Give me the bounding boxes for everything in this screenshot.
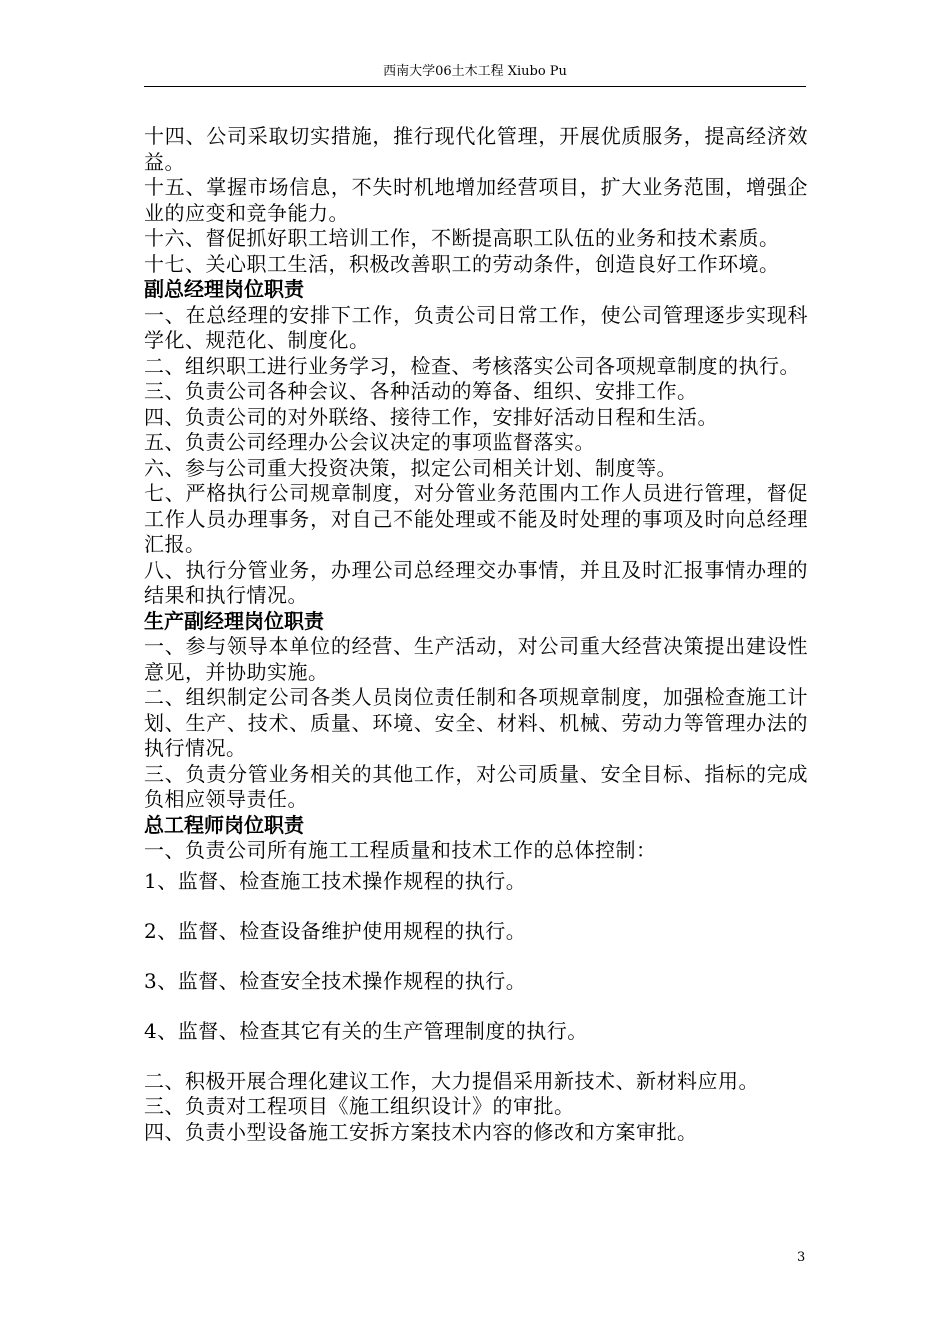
deputy-gm-item-2: 二、组织职工进行业务学习，检查、考核落实公司各项规章制度的执行。 — [144, 353, 800, 378]
section-heading-chief-engineer: 总工程师岗位职责 — [144, 812, 304, 837]
deputy-gm-item-5: 五、负责公司经理办公会议决定的事项监督落实。 — [144, 430, 595, 454]
deputy-gm-item-7: 七、严格执行公司规章制度，对分管业务范围内工作人员进行管理，督促工作人员办理事务，对自己不能处理或不能及时处理的事项及时向总经理汇报。 — [144, 481, 808, 556]
section-heading-production-dm: 生产副经理岗位职责 — [144, 608, 324, 633]
paragraph-16: 十六、督促抓好职工培训工作，不断提高职工队伍的业务和技术素质。 — [144, 226, 780, 250]
production-dm-item-3: 三、负责分管业务相关的其他工作，对公司质量、安全目标、指标的完成负相应领导责任。 — [144, 761, 808, 811]
chief-engineer-subitem-4: 4、监督、检查其它有关的生产管理制度的执行。 — [144, 1018, 588, 1043]
chief-engineer-item-1: 一、负责公司所有施工工程质量和技术工作的总体控制： — [144, 838, 657, 862]
header-rule — [144, 86, 806, 87]
chief-engineer-subitem-3: 3、监督、检查安全技术操作规程的执行。 — [144, 968, 527, 993]
deputy-gm-item-3: 三、负责公司各种会议、各种活动的筹备、组织、安排工作。 — [144, 379, 698, 403]
paragraph-14: 十四、公司采取切实措施，推行现代化管理，开展优质服务，提高经济效益。 — [144, 124, 808, 174]
production-dm-item-2: 二、组织制定公司各类人员岗位责任制和各项规章制度，加强检查施工计划、生产、技术、质量、环境、安全、材料、机械、劳动力等管理办法的执行情况。 — [144, 685, 808, 760]
deputy-gm-item-1: 一、在总经理的安排下工作，负责公司日常工作，使公司管理逐步实现科学化、规范化、制度化。 — [144, 302, 808, 352]
section-heading-deputy-gm: 副总经理岗位职责 — [144, 277, 304, 301]
chief-engineer-subitem-2: 2、监督、检查设备维护使用规程的执行。 — [144, 918, 527, 943]
chief-engineer-subitem-1: 1、监督、检查施工技术操作规程的执行。 — [144, 868, 527, 893]
deputy-gm-item-6: 六、参与公司重大投资决策，拟定公司相关计划、制度等。 — [144, 455, 677, 480]
paragraph-17: 十七、关心职工生活，积极改善职工的劳动条件，创造良好工作环境。 — [144, 251, 780, 276]
chief-engineer-item-2: 二、积极开展合理化建议工作，大力提倡采用新技术、新材料应用。 — [144, 1068, 759, 1093]
production-dm-item-1: 一、参与领导本单位的经营、生产活动，对公司重大经营决策提出建设性意见，并协助实施。 — [144, 634, 808, 684]
chief-engineer-item-3: 三、负责对工程项目《施工组织设计》的审批。 — [144, 1094, 575, 1118]
document-body — [144, 124, 808, 1145]
page-number: 3 — [797, 1250, 806, 1265]
chief-engineer-item-4: 四、负责小型设备施工安拆方案技术内容的修改和方案审批。 — [144, 1119, 698, 1144]
deputy-gm-item-4: 四、负责公司的对外联络、接待工作，安排好活动日程和生活。 — [144, 404, 718, 429]
paragraph-15: 十五、掌握市场信息，不失时机地增加经营项目，扩大业务范围，增强企业的应变和竞争能力。 — [144, 175, 808, 225]
page-header: 西南大学06土木工程 Xiubo Pu — [383, 64, 567, 79]
deputy-gm-item-8: 八、执行分管业务，办理公司总经理交办事情，并且及时汇报事情办理的结果和执行情况。 — [144, 557, 808, 607]
